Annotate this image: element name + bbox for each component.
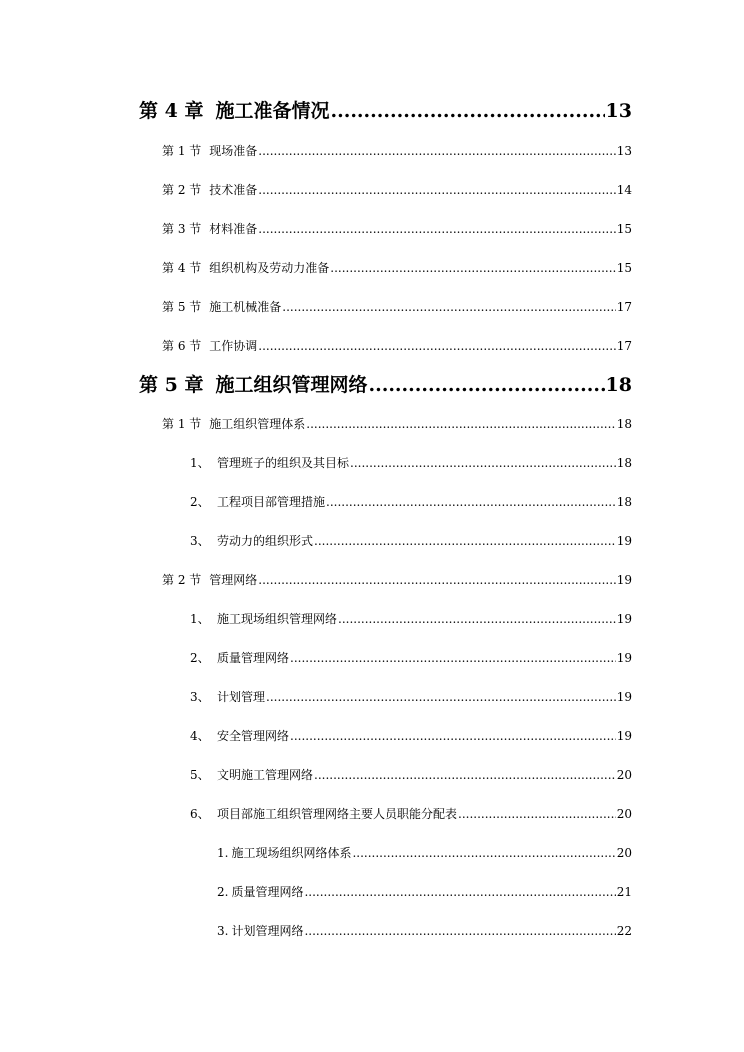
toc-dot-leader xyxy=(352,846,615,860)
toc-entry-page: 18 xyxy=(616,495,632,509)
toc-entry-page: 14 xyxy=(616,183,632,197)
toc-entry-page: 20 xyxy=(616,846,632,860)
toc-chapter-4[interactable] xyxy=(139,96,632,123)
toc-entry-label: 3、 xyxy=(190,534,210,548)
toc-dot-leader xyxy=(290,729,616,743)
toc-item[interactable] xyxy=(190,649,632,666)
toc-dot-leader xyxy=(458,807,616,821)
toc-dot-leader xyxy=(350,456,616,470)
toc-section[interactable] xyxy=(162,298,632,315)
toc-entry-title: 施工现场组织管理网络 xyxy=(217,612,338,626)
toc-item[interactable] xyxy=(190,493,632,510)
toc-dot-leader xyxy=(330,100,604,122)
toc-entry-title: 质量管理网络 xyxy=(217,651,290,665)
toc-dot-leader xyxy=(330,261,615,275)
toc-entry-page: 17 xyxy=(616,300,632,314)
toc-entry-page: 20 xyxy=(616,807,632,821)
toc-entry-label: 第 5 章 xyxy=(139,374,204,396)
toc-section[interactable] xyxy=(162,337,632,354)
toc-item[interactable] xyxy=(190,727,632,744)
toc-entry-label: 第 1 节 xyxy=(162,144,202,158)
toc-entry-page: 18 xyxy=(605,374,632,396)
toc-item[interactable] xyxy=(190,688,632,705)
toc-entry-label: 第 4 节 xyxy=(162,261,202,275)
toc-entry-label: 1、 xyxy=(190,456,210,470)
toc-entry-page: 19 xyxy=(616,612,632,626)
toc-section[interactable] xyxy=(162,142,632,159)
toc-entry-title: 计划管理网络 xyxy=(231,924,304,938)
toc-entry-page: 13 xyxy=(616,144,632,158)
toc-entry-label: 第 6 节 xyxy=(162,339,202,353)
toc-item[interactable] xyxy=(190,454,632,471)
toc-entry-label: 5、 xyxy=(190,768,210,782)
toc-item[interactable] xyxy=(190,766,632,783)
toc-entry-title: 组织机构及劳动力准备 xyxy=(209,261,330,275)
toc-dot-leader xyxy=(282,300,615,314)
toc-dot-leader xyxy=(304,885,615,899)
toc-dot-leader xyxy=(290,651,616,665)
toc-dot-leader xyxy=(258,144,615,158)
toc-dot-leader xyxy=(266,690,616,704)
toc-entry-label: 3. xyxy=(217,924,229,938)
toc-entry-title: 材料准备 xyxy=(209,222,258,236)
toc-entry-label: 4、 xyxy=(190,729,210,743)
toc-entry-label: 1. xyxy=(217,846,229,860)
toc-entry-label: 6、 xyxy=(190,807,210,821)
toc-entry-label: 第 4 章 xyxy=(139,100,204,122)
toc-dot-leader xyxy=(314,768,616,782)
toc-entry-page: 22 xyxy=(616,924,632,938)
toc-entry-page: 19 xyxy=(616,651,632,665)
toc-entry-page: 18 xyxy=(616,456,632,470)
toc-entry-label: 第 2 节 xyxy=(162,183,202,197)
toc-entry-title: 项目部施工组织管理网络主要人员职能分配表 xyxy=(217,807,458,821)
toc-entry-title: 劳动力的组织形式 xyxy=(217,534,314,548)
toc-entry-label: 3、 xyxy=(190,690,210,704)
toc-entry-title: 计划管理 xyxy=(217,690,266,704)
toc-entry-page: 19 xyxy=(616,573,632,587)
toc-entry-page: 13 xyxy=(605,100,632,122)
toc-subitem[interactable] xyxy=(217,922,632,939)
toc-dot-leader xyxy=(338,612,616,626)
toc-item[interactable] xyxy=(190,610,632,627)
toc-entry-page: 21 xyxy=(616,885,632,899)
toc-dot-leader xyxy=(304,924,615,938)
toc-dot-leader xyxy=(258,573,615,587)
toc-subitem[interactable] xyxy=(217,844,632,861)
toc-section[interactable] xyxy=(162,415,632,432)
toc-entry-title: 施工组织管理网络 xyxy=(215,374,368,396)
toc-entry-label: 第 1 节 xyxy=(162,417,202,431)
toc-dot-leader xyxy=(306,417,615,431)
toc-entry-title: 技术准备 xyxy=(209,183,258,197)
toc-entry-label: 2、 xyxy=(190,651,210,665)
toc-section[interactable] xyxy=(162,181,632,198)
toc-entry-page: 15 xyxy=(616,261,632,275)
toc-section[interactable] xyxy=(162,220,632,237)
toc-entry-label: 第 2 节 xyxy=(162,573,202,587)
toc-entry-label: 第 5 节 xyxy=(162,300,202,314)
toc-entry-title: 施工组织管理体系 xyxy=(209,417,306,431)
toc-entry-title: 安全管理网络 xyxy=(217,729,290,743)
toc-entry-title: 质量管理网络 xyxy=(231,885,304,899)
toc-entry-title: 管理网络 xyxy=(209,573,258,587)
toc-entry-title: 现场准备 xyxy=(209,144,258,158)
toc-entry-title: 工程项目部管理措施 xyxy=(217,495,326,509)
toc-dot-leader xyxy=(314,534,616,548)
toc-item[interactable] xyxy=(190,805,632,822)
toc-dot-leader xyxy=(326,495,616,509)
toc-section[interactable] xyxy=(162,259,632,276)
toc-entry-page: 20 xyxy=(616,768,632,782)
toc-dot-leader xyxy=(258,222,615,236)
toc-entry-page: 18 xyxy=(616,417,632,431)
toc-entry-page: 17 xyxy=(616,339,632,353)
toc-entry-label: 2、 xyxy=(190,495,210,509)
toc-chapter-5[interactable] xyxy=(139,370,632,397)
toc-dot-leader xyxy=(258,183,615,197)
toc-dot-leader xyxy=(258,339,615,353)
toc-entry-label: 第 3 节 xyxy=(162,222,202,236)
toc-entry-title: 施工准备情况 xyxy=(215,100,330,122)
toc-section[interactable] xyxy=(162,571,632,588)
toc-entry-title: 文明施工管理网络 xyxy=(217,768,314,782)
toc-dot-leader xyxy=(368,374,604,396)
toc-entry-label: 2. xyxy=(217,885,229,899)
toc-entry-page: 19 xyxy=(616,534,632,548)
toc-entry-page: 19 xyxy=(616,690,632,704)
toc-entry-label: 1、 xyxy=(190,612,210,626)
toc-entry-title: 工作协调 xyxy=(209,339,258,353)
toc-entry-page: 15 xyxy=(616,222,632,236)
toc-entry-title: 管理班子的组织及其目标 xyxy=(217,456,350,470)
toc-entry-title: 施工机械准备 xyxy=(209,300,282,314)
toc-entry-page: 19 xyxy=(616,729,632,743)
toc-item[interactable] xyxy=(190,532,632,549)
toc-subitem[interactable] xyxy=(217,883,632,900)
toc-entry-title: 施工现场组织网络体系 xyxy=(231,846,352,860)
